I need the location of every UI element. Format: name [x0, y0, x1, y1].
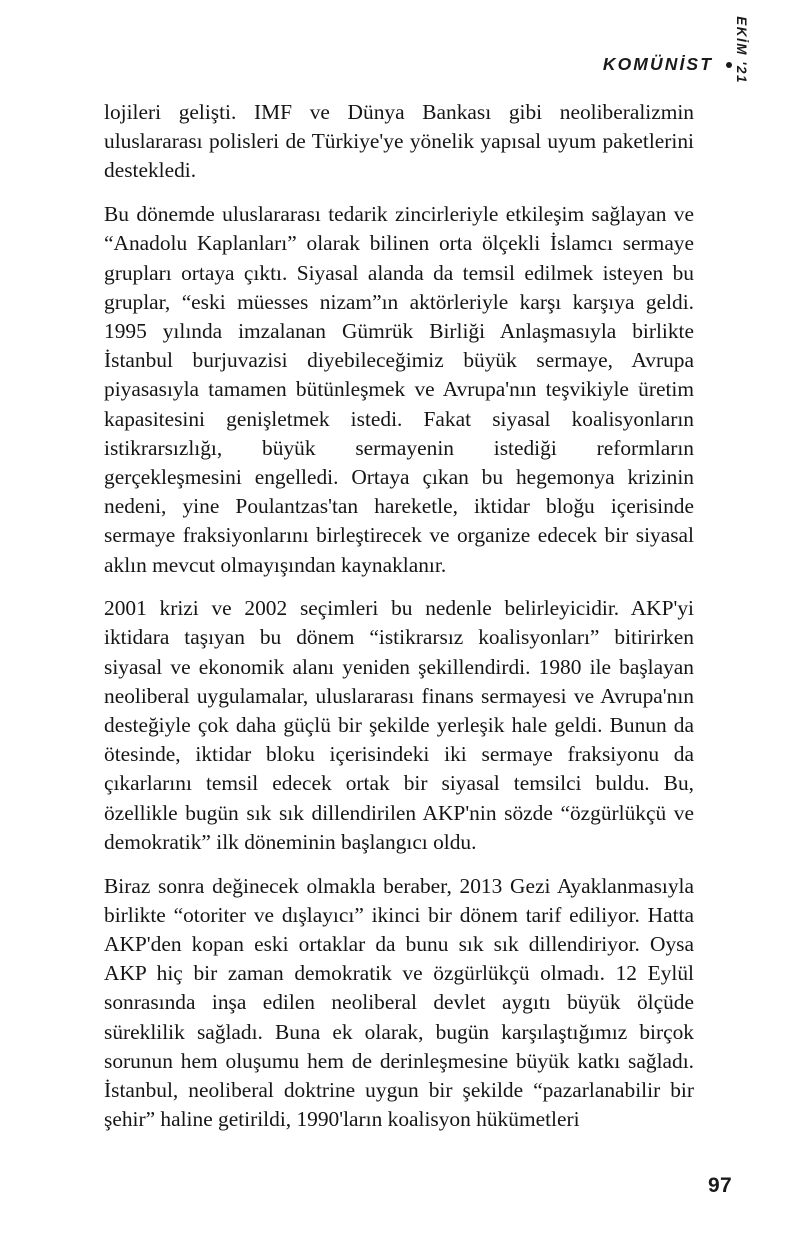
bullet-dot-icon	[726, 62, 732, 68]
issue-marker	[735, 16, 749, 84]
paragraph: Bu dönemde uluslararası tedarik zincirleriyle etkileşim sağlayan ve “Anadolu Kaplanları” olarak bilinen orta ölçekli İslamcı sermaye grupları ortaya çıktı. Siyasal alanda da temsil edilmek isteyen bu gruplar, “eski müesses nizam”ın aktörleriyle karşı karşıya geldi. 1995 yılında imzalanan Gümrük Birliği Anlaşmasıyla birlikte İstanbul burjuvazisi diyebileceğimiz büyük sermaye, Avrupa piyasasıyla tamamen bütünleşmek ve Avrupa'nın teşvikiyle üretim kapasitesini genişletmek istedi. Fakat siyasal koalisyonların istikrarsızlığı, büyük sermayenin istediği reformların gerçekleşmesini engelledi. Ortaya çıkan bu hegemonya krizinin nedeni, yine Poulantzas'tan hareketle, iktidar bloğu içerisinde sermaye fraksiyonlarını birleştirecek ve organize edecek bir siyasal aklın mevcut olmayışından kaynaklanır.	[104, 202, 694, 577]
body-text-column	[104, 98, 694, 1134]
paragraph: Biraz sonra değinecek olmakla beraber, 2013 Gezi Ayaklanmasıyla birlikte “otoriter ve dışlayıcı” ikinci bir dönem tarif ediliyor. Hatta AKP'den kopan eski ortaklar da bunu sık sık dillendiriyor. Oysa AKP hiç bir zaman demokratik ve özgürlükçü olmadı. 12 Eylül sonrasında inşa edilen neoliberal devlet aygıtı büyük ölçüde süreklilik sağladı. Buna ek olarak, bugün karşılaştığımız birçok sorunun hem oluşumu hem de derinleşmesine büyük katkı sağladı. İstanbul, neoliberal doktrine uygun bir şekilde “pazarlanabilir bir şehir” haline getirildi, 1990'ların koalisyon hükümetleri	[104, 873, 694, 1132]
issue-date-label: EKİM '21	[734, 16, 750, 84]
paragraph: lojileri gelişti. IMF ve Dünya Bankası gibi neoliberalizmin uluslararası polisleri de Türkiye'ye yönelik yapısal uyum paketlerini destekledi.	[104, 100, 694, 183]
running-head	[603, 56, 732, 74]
publication-title: KOMÜNİST	[602, 54, 713, 74]
page-number: 97	[708, 1174, 732, 1197]
paragraph: 2001 krizi ve 2002 seçimleri bu nedenle belirleyicidir. AKP'yi iktidara taşıyan bu dönem “istikrarsız koalisyonları” bitirirken siyasal ve ekonomik alanı yeniden şekillendirdi. 1980 ile başlayan neoliberal uygulamalar, uluslararası finans sermayesi ve Avrupa'nın desteğiyle çok daha güçlü bir şekilde yerleşik hale geldi. Bunun da ötesinde, iktidar bloku içerisindeki iki sermaye fraksiyonu da çıkarlarını temsil edecek ortak bir siyasal temsilci buldu. Bu, özellikle bugün sık sık dillendirilen AKP'nin sözde “özgürlükçü ve demokratik” ilk döneminin başlangıcı oldu.	[104, 596, 694, 854]
